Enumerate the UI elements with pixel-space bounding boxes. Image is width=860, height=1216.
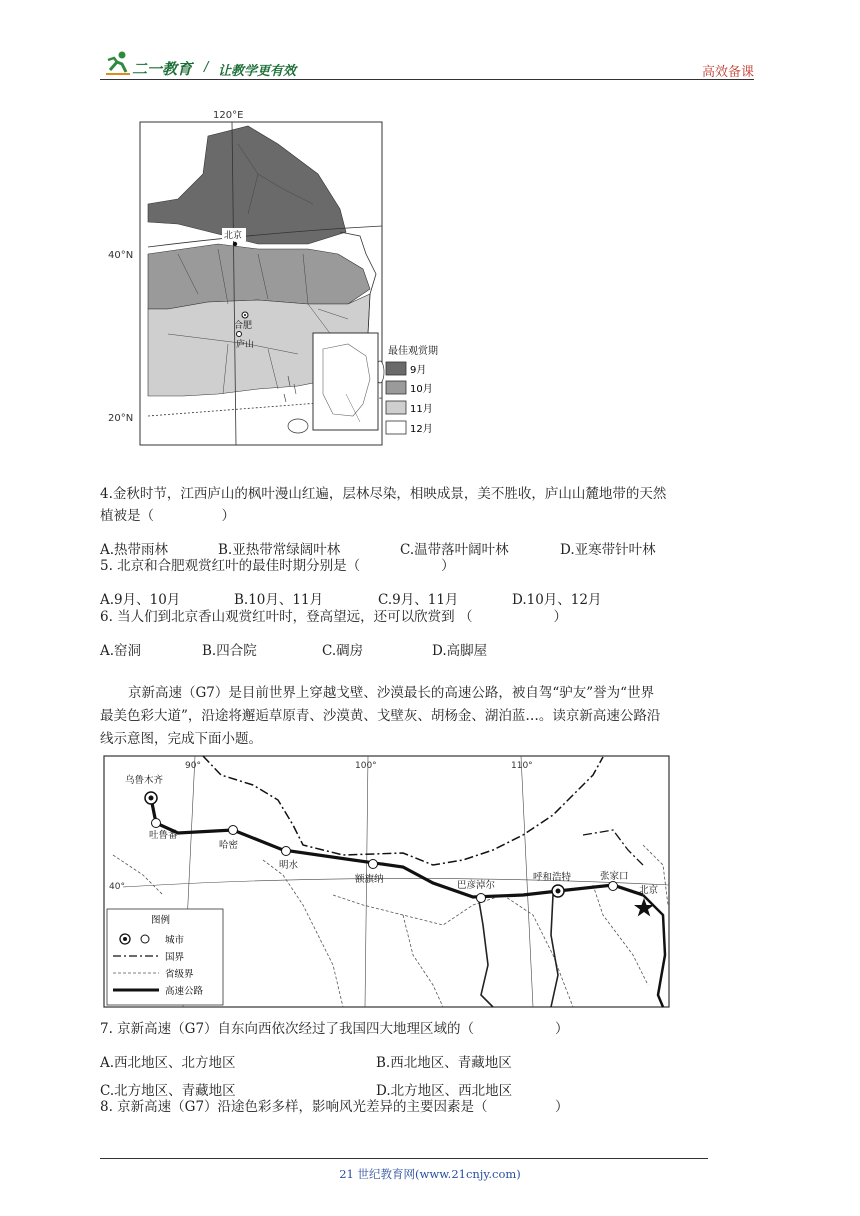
passage-line3: 线示意图，完成下面小题。: [100, 731, 262, 747]
legend2: [107, 909, 223, 1005]
lon-110-label: 110°: [511, 761, 533, 771]
q4-stem-line1: 4.金秋时节，江西庐山的枫叶漫山红遍，层林尽染，相映成景，美不胜收，庐山山麓地带的天然: [100, 486, 667, 502]
q4-option-b[interactable]: B.亚热带常绿阔叶林: [218, 542, 341, 558]
city-hefei-label: 合肥: [234, 321, 253, 331]
legend1-dec: 12月: [410, 424, 433, 435]
header-separator: /: [204, 60, 209, 75]
q5-option-d[interactable]: D.10月、12月: [512, 592, 602, 608]
logo-runner-icon: [104, 50, 134, 78]
city-lushan-dot: [237, 332, 242, 337]
lon-100-label: 100°: [355, 761, 377, 771]
q7-option-d[interactable]: D.北方地区、西北地区: [376, 1083, 513, 1099]
city-beijing-label: 北京: [224, 231, 243, 241]
q5-stem: 5. 北京和合肥观赏红叶的最佳时期分别是（ ）: [100, 558, 455, 574]
q4-option-c[interactable]: C.温带落叶阔叶林: [400, 542, 509, 558]
legend2-city: 城市: [165, 935, 185, 946]
red-leaf-map: [108, 104, 464, 454]
city-beijing-dot: [233, 242, 237, 246]
q5-option-b[interactable]: B.10月、11月: [234, 592, 324, 608]
city-hami-label: 哈密: [219, 840, 239, 851]
q5-option-c[interactable]: C.9月、11月: [378, 592, 459, 608]
header-rule: [100, 79, 754, 80]
city-urumqi-label: 乌鲁木齐: [125, 775, 164, 786]
city-eqina-label: 额旗纳: [355, 874, 384, 885]
city-beijing-label-map2: 北京: [639, 885, 659, 896]
legend1: [386, 362, 433, 435]
legend2-title: 图例: [151, 915, 171, 926]
city-lushan-label: 庐山: [236, 340, 255, 350]
q8-stem: 8. 京新高速（G7）沿途色彩多样，影响风光差异的主要因素是（ ）: [100, 1099, 569, 1115]
city-mingshui-label: 明水: [279, 860, 299, 871]
q4-option-a[interactable]: A.热带雨林: [100, 542, 169, 558]
q4-option-d[interactable]: D.亚寒带针叶林: [560, 542, 656, 558]
legend1-oct: 10月: [410, 384, 433, 395]
q7-option-c[interactable]: C.北方地区、青藏地区: [100, 1083, 236, 1099]
legend2-national-border: 国界: [165, 952, 185, 963]
lon-90-label: 90°: [185, 761, 201, 771]
brand-name: 二一教育: [132, 60, 193, 78]
q6-stem: 6. 当人们到北京香山观赏红叶时，登高望远，还可以欣赏到 （ ）: [100, 609, 567, 625]
q7-stem: 7. 京新高速（G7）自东向西依次经过了我国四大地理区域的（ ）: [100, 1021, 569, 1037]
legend1-title: 最佳观赏期: [388, 346, 438, 357]
zone-oct: [148, 244, 370, 309]
city-hohhot-label: 呼和浩特: [533, 872, 572, 883]
footer-text[interactable]: 21 世纪教育网(www.21cnjy.com): [339, 1167, 521, 1181]
g7-route-map: [103, 755, 671, 1009]
q6-option-c[interactable]: C.碉房: [322, 643, 364, 659]
lat-40-label: 40°N: [108, 250, 134, 261]
passage-line1: 京新高速（G7）是目前世界上穿越戈壁、沙漠最长的高速公路，被自驾“驴友”誉为“世界: [128, 685, 655, 701]
city-zhangjiakou-label: 张家口: [600, 871, 629, 882]
legend1-nov: 11月: [410, 404, 433, 415]
footer-rule: [100, 1158, 708, 1159]
legend2-highway: 高速公路: [165, 986, 204, 997]
lat-20-label: 20°N: [108, 413, 134, 424]
q4-stem-line2: 植被是（ ）: [100, 508, 235, 524]
legend1-sep: 9月: [410, 365, 427, 376]
q6-option-b[interactable]: B.四合院: [202, 643, 257, 659]
legend2-provincial-border: 省级界: [165, 969, 194, 980]
q7-option-a[interactable]: A.西北地区、北方地区: [100, 1055, 236, 1071]
q5-option-a[interactable]: A.9月、10月: [100, 592, 181, 608]
q6-option-d[interactable]: D.高脚屋: [432, 643, 488, 659]
city-bayannur-label: 巴彦淖尔: [457, 880, 496, 891]
q7-option-b[interactable]: B.西北地区、青藏地区: [376, 1055, 512, 1071]
q6-option-a[interactable]: A.窑洞: [100, 643, 142, 659]
city-turpan-label: 吐鲁番: [149, 830, 178, 841]
header-right-label: 高效备课: [701, 65, 754, 80]
slogan: 让教学更有效: [218, 64, 297, 79]
passage-line2: 最美色彩大道”，沿途将邂逅草原青、沙漠黄、戈壁灰、胡杨金、湖泊蓝…。读京新高速公路沿: [100, 708, 661, 724]
lat-40-label-map2: 40°: [109, 882, 125, 892]
lon-120-label: 120°E: [213, 110, 244, 121]
